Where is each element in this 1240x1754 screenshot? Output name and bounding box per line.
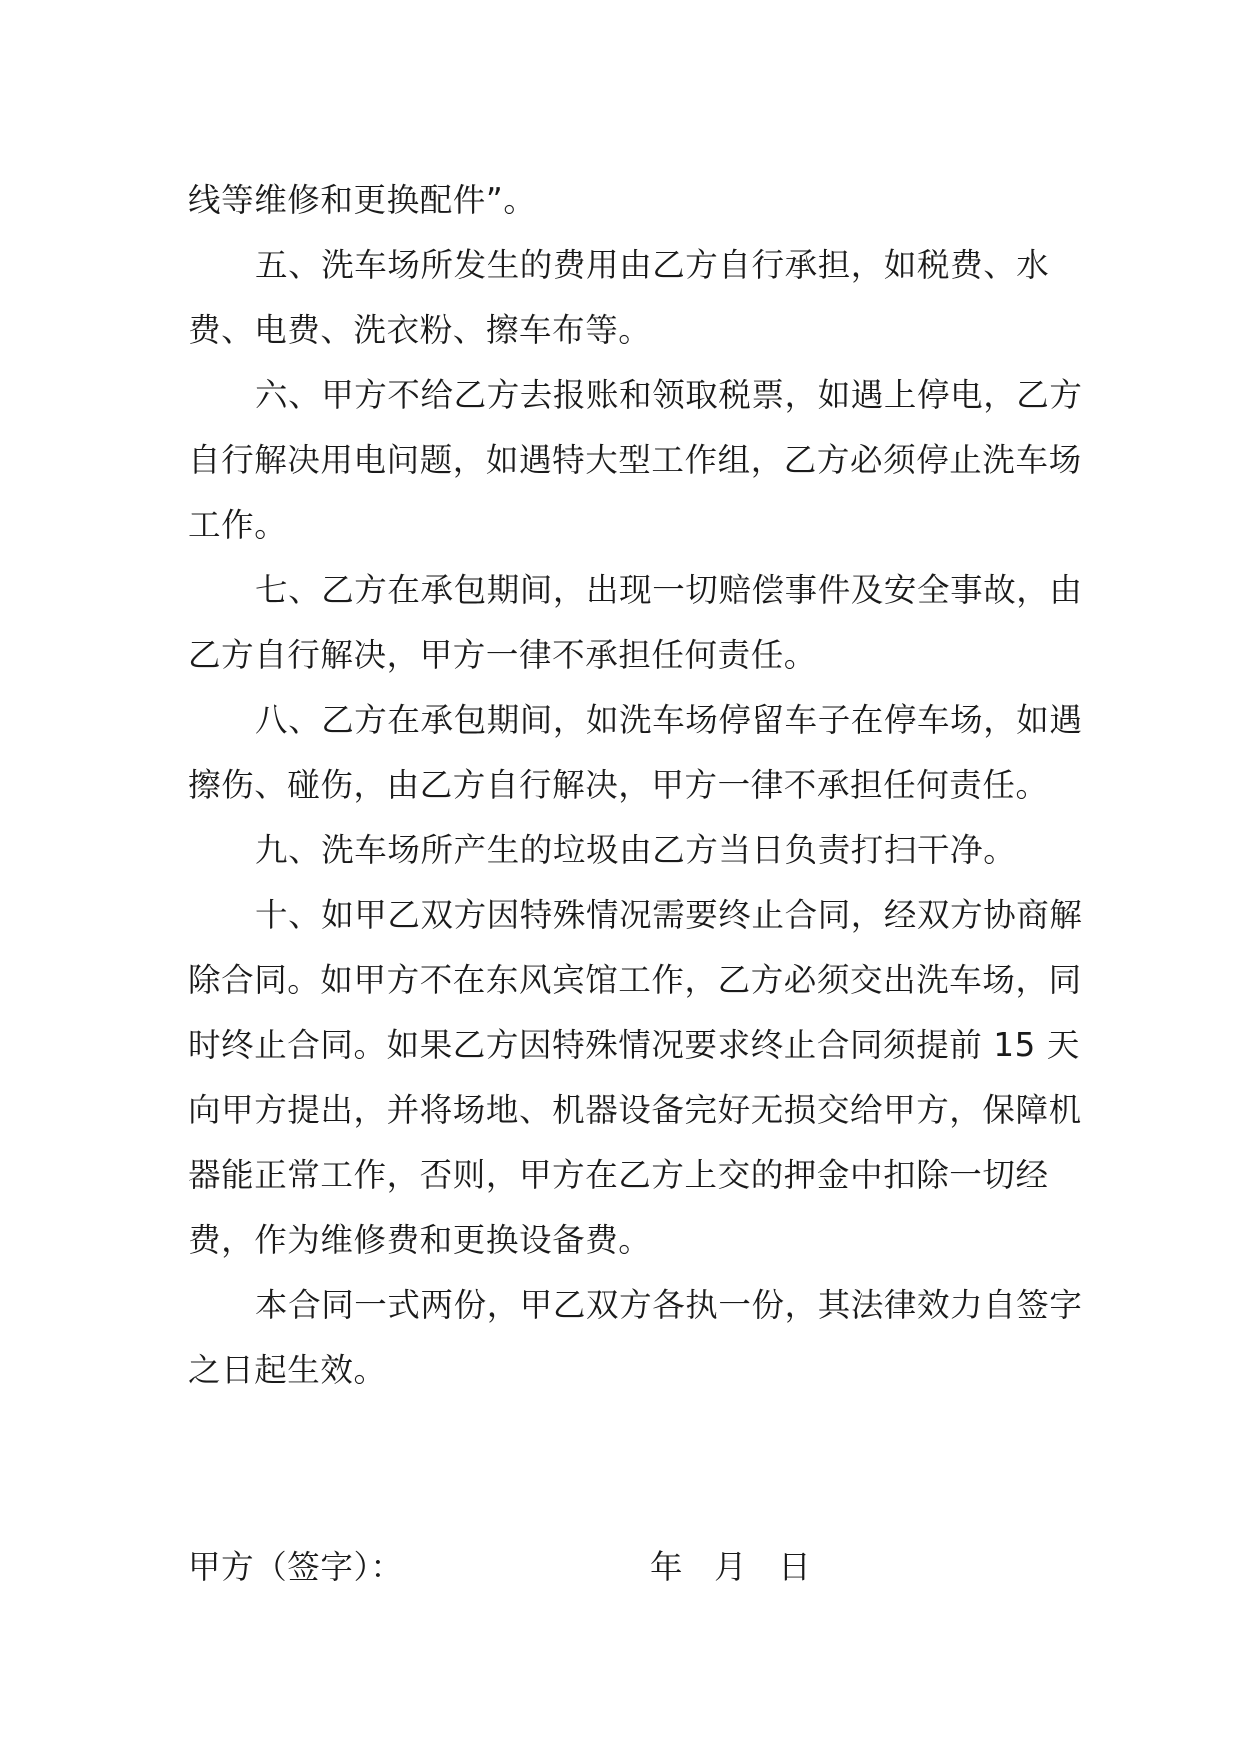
party-a-signature-label: 甲方（签字）： [188,1548,404,1586]
date-day-label: 日 [778,1548,812,1586]
clause-10: 十、如甲乙双方因特殊情况需要终止合同，经双方协商解除合同。如甲方不在东风宾馆工作，乙方必须交出洗车场，同时终止合同。如果乙方因特殊情况要求终止合同须提前 15 天向甲方提出，并将场地、机器设备完好无损交给甲方，保障机器能正常工作，否则，甲方在乙方上交的押金中扣除一切经费，作为维修费和更换设备费。 [188,896,1083,1259]
signature-date [650,1535,842,1600]
closing-statement: 本合同一式两份，甲乙双方各执一份，其法律效力自签字之日起生效。 [188,1286,1083,1389]
contract-body [188,168,1088,1403]
clause-8: 八、乙方在承包期间，如洗车场停留车子在停车场，如遇擦伤、碰伤，由乙方自行解决，甲方一律不承担任何责任。 [188,701,1083,804]
clause-7: 七、乙方在承包期间，出现一切赔偿事件及安全事故，由乙方自行解决，甲方一律不承担任何责任。 [188,571,1083,674]
date-year-label: 年 [650,1548,684,1586]
signature-row [188,1535,1088,1600]
clause-6: 六、甲方不给乙方去报账和领取税票，如遇上停电，乙方自行解决用电问题，如遇特大型工作组，乙方必须停止洗车场工作。 [188,376,1083,544]
clause-9: 九、洗车场所产生的垃圾由乙方当日负责打扫干净。 [255,831,1017,869]
clause-5: 五、洗车场所发生的费用由乙方自行承担，如税费、水费、电费、洗衣粉、擦车布等。 [188,246,1050,349]
date-month-label: 月 [714,1548,748,1586]
paragraph-continuation: 线等维修和更换配件”。 [188,181,537,219]
